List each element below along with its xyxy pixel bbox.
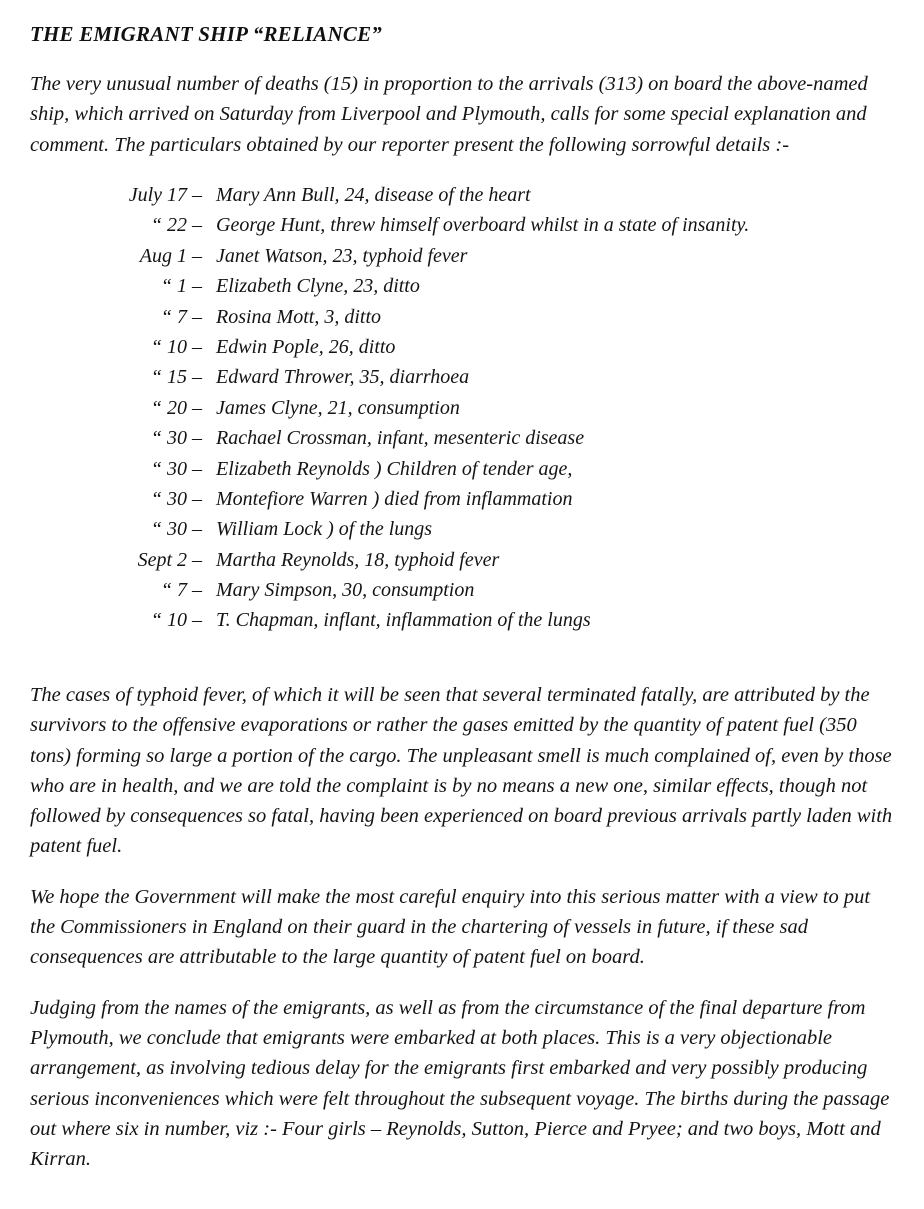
page-title: THE EMIGRANT SHIP “RELIANCE” xyxy=(30,22,382,46)
deaths-list xyxy=(30,180,898,636)
death-entry: Rachael Crossman, infant, mesenteric disease xyxy=(216,427,585,450)
paragraph-government-enquiry: We hope the Government will make the most careful enquiry into this serious matter with a view to put the Commissioners in England on their guard in the chartering of vessels in future, if these sad consequences are attributable to the large quantity of patent fuel on board. xyxy=(30,885,871,969)
death-entry: Montefiore Warren ) died from inflammation xyxy=(216,487,573,510)
death-date: “ 20 – xyxy=(150,396,202,419)
list-item xyxy=(106,423,898,453)
death-date: “ 30 – xyxy=(150,487,202,510)
list-item xyxy=(106,241,898,271)
closing-paragraphs xyxy=(30,680,898,1175)
death-date: “ 10 – xyxy=(150,609,202,632)
death-date: “ 22 – xyxy=(150,214,202,237)
list-item xyxy=(106,605,898,635)
death-entry: George Hunt, threw himself overboard whilst in a state of insanity. xyxy=(216,214,750,237)
death-date: Sept 2 – xyxy=(137,548,202,571)
list-item xyxy=(106,362,898,392)
list-item xyxy=(106,545,898,575)
list-item xyxy=(106,393,898,423)
death-entry: T. Chapman, inflant, inflammation of the lungs xyxy=(216,609,591,632)
death-date: “ 7 – xyxy=(160,579,202,602)
paragraph-embarkation: Judging from the names of the emigrants, as well as from the circumstance of the final departure from Plymouth, we conclude that emigrants were embarked at both places. This is a very objectionable arrangement, as involving tedious delay for the emigrants first embarked and very possibly producing serious inconveniences which were felt throughout the subsequent voyage. The births during the passage out where six in number, viz :- Four girls – Reynolds, Sutton, Pierce and Pryee; and two boys, Mott and Kirran. xyxy=(30,996,890,1171)
death-date: Aug 1 – xyxy=(139,244,202,267)
death-entry: Elizabeth Clyne, 23, ditto xyxy=(216,275,420,298)
death-date: “ 30 – xyxy=(150,427,202,450)
death-date: “ 7 – xyxy=(160,305,202,328)
death-entry: James Clyne, 21, consumption xyxy=(216,396,460,419)
death-entry: Edward Thrower, 35, diarrhoea xyxy=(216,366,470,389)
death-date: “ 10 – xyxy=(150,335,202,358)
death-entry: Janet Watson, 23, typhoid fever xyxy=(216,244,468,267)
death-date: July 17 – xyxy=(128,183,202,206)
list-item xyxy=(106,575,898,605)
paragraph-typhoid-cause: The cases of typhoid fever, of which it will be seen that several terminated fatally, are attributed by the survivors to the offensive evaporations or rather the gases emitted by the quantity of patent fuel (350 tons) forming so large a portion of the cargo. The unpleasant smell is much complained of, even by those who are in health, and we are told the complaint is by no means a new one, similar effects, though not followed by consequences so fatal, having been experienced on board previous arrivals partly laden with patent fuel. xyxy=(30,683,893,858)
death-entry: Elizabeth Reynolds ) Children of tender age, xyxy=(216,457,573,480)
death-entry: Rosina Mott, 3, ditto xyxy=(216,305,381,328)
death-date: “ 30 – xyxy=(150,518,202,541)
death-entry: Edwin Pople, 26, ditto xyxy=(216,335,396,358)
death-entry: Mary Ann Bull, 24, disease of the heart xyxy=(216,183,531,206)
list-item xyxy=(106,271,898,301)
list-item xyxy=(106,514,898,544)
death-date: “ 30 – xyxy=(150,457,202,480)
list-item xyxy=(106,210,898,240)
list-item xyxy=(106,302,898,332)
intro-paragraph: The very unusual number of deaths (15) in proportion to the arrivals (313) on board the above-named ship, which arrived on Saturday from Liverpool and Plymouth, calls for some special explanation and comment. The particulars obtained by our reporter present the following sorrowful details :- xyxy=(30,73,868,156)
death-entry: Mary Simpson, 30, consumption xyxy=(216,579,475,602)
death-date: “ 1 – xyxy=(160,275,202,298)
list-item xyxy=(106,180,898,210)
list-item xyxy=(106,484,898,514)
death-date: “ 15 – xyxy=(150,366,202,389)
list-item xyxy=(106,332,898,362)
death-entry: William Lock ) of the lungs xyxy=(216,518,433,541)
death-entry: Martha Reynolds, 18, typhoid fever xyxy=(216,548,500,571)
list-item xyxy=(106,454,898,484)
